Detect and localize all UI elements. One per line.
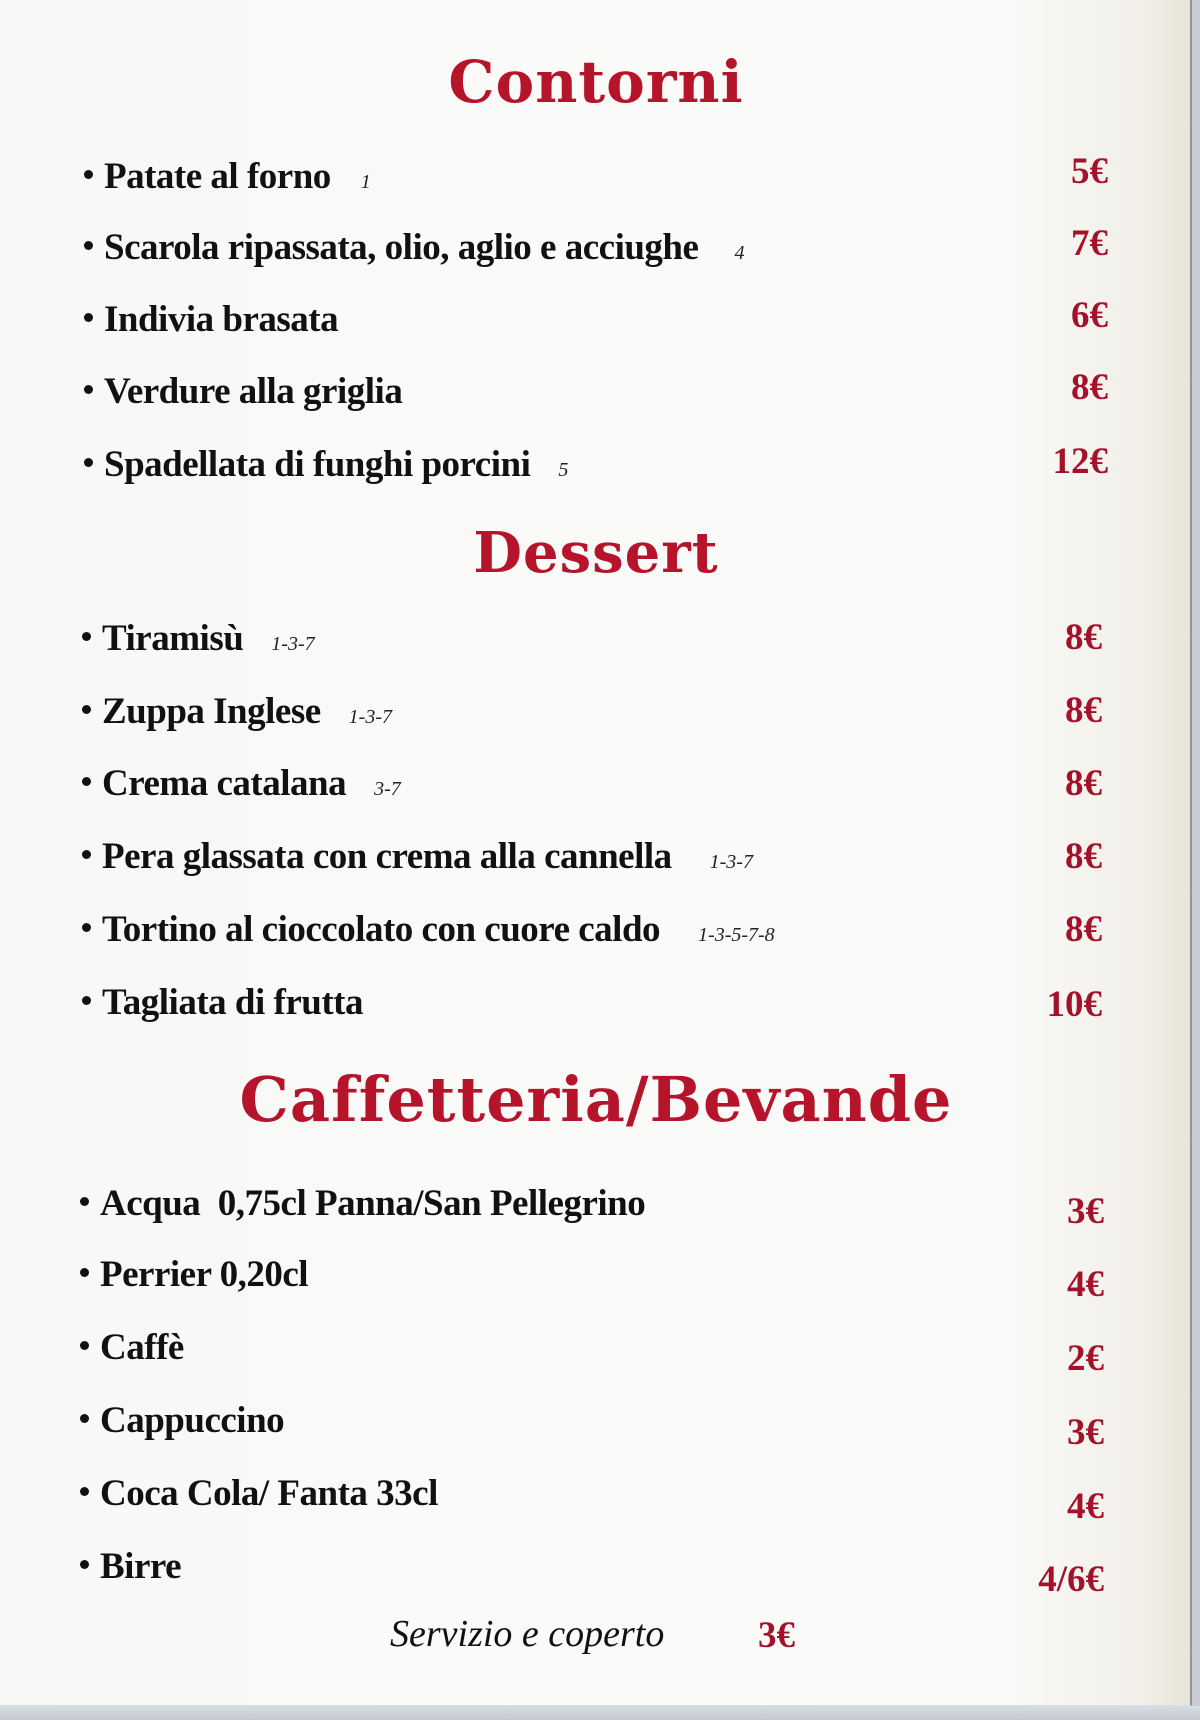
section-title-dessert: Dessert (473, 520, 719, 586)
menu-item (82, 981, 363, 1024)
menu-item (84, 298, 338, 341)
bullet-icon (84, 313, 93, 322)
item-name: Acqua 0,75cl Panna/San Pellegrino (100, 1183, 646, 1224)
item-name: Tiramisù (102, 618, 244, 659)
menu-item (80, 1545, 181, 1588)
bullet-icon (84, 241, 93, 250)
menu-item (80, 1399, 284, 1442)
menu-item (82, 908, 775, 951)
service-charge-price: 3€ (758, 1615, 795, 1656)
item-price: 4€ (1067, 1264, 1104, 1305)
menu-item (80, 1326, 184, 1369)
item-price: 3€ (1067, 1412, 1104, 1453)
menu-item (82, 617, 315, 660)
item-name: Tortino al cioccolato con cuore caldo (102, 909, 661, 950)
item-name: Tagliata di frutta (102, 982, 363, 1023)
menu-item (80, 1182, 645, 1225)
item-price: 4/6€ (1038, 1559, 1104, 1600)
item-name: Perrier 0,20cl (100, 1254, 309, 1295)
item-name: Patate al forno (104, 156, 331, 197)
item-allergens: 1-3-7 (348, 706, 392, 728)
item-allergens: 3-7 (374, 778, 401, 800)
item-name: Zuppa Inglese (102, 691, 321, 732)
menu-item (84, 443, 568, 486)
item-price: 7€ (1071, 223, 1108, 264)
item-name: Scarola ripassata, olio, aglio e acciughe (104, 227, 699, 268)
item-name: Crema catalana (102, 763, 347, 804)
bullet-icon (80, 1268, 89, 1277)
item-price: 12€ (1052, 441, 1108, 482)
item-name: Birre (100, 1546, 182, 1587)
bullet-icon (80, 1414, 89, 1423)
item-price: 8€ (1065, 909, 1102, 950)
bullet-icon (84, 385, 93, 394)
item-price: 8€ (1065, 763, 1102, 804)
item-name: Cappuccino (100, 1400, 285, 1441)
menu-item (84, 370, 402, 413)
bullet-icon (82, 632, 91, 641)
bullet-icon (80, 1197, 89, 1206)
item-allergens: 4 (734, 242, 745, 264)
item-allergens: 5 (558, 459, 569, 481)
item-price: 10€ (1046, 984, 1102, 1025)
item-allergens: 1-3-7 (709, 851, 753, 873)
bullet-icon (82, 705, 91, 714)
section-title-caffetteria-bevande: Caffetteria/Bevande (239, 1063, 953, 1136)
item-name: Spadellata di funghi porcini (104, 444, 531, 485)
item-allergens: 1-3-7 (271, 633, 315, 655)
menu-item (82, 690, 392, 733)
menu-item (80, 1253, 308, 1296)
item-price: 6€ (1071, 295, 1108, 336)
section-title-contorni: Contorni (448, 48, 744, 116)
item-allergens: 1 (360, 171, 371, 193)
item-price: 8€ (1071, 367, 1108, 408)
service-charge-label: Servizio e coperto (390, 1613, 665, 1655)
item-price: 3€ (1067, 1191, 1104, 1232)
menu-item (84, 226, 744, 269)
item-price: 8€ (1065, 617, 1102, 658)
menu-item (82, 762, 401, 805)
item-allergens: 1-3-5-7-8 (698, 924, 775, 946)
bullet-icon (82, 996, 91, 1005)
menu-item (82, 835, 753, 878)
page-bottom-shadow (0, 1706, 1200, 1720)
item-price: 2€ (1067, 1338, 1104, 1379)
item-price: 4€ (1067, 1486, 1104, 1527)
item-name: Indivia brasata (104, 299, 339, 340)
bullet-icon (84, 170, 93, 179)
item-name: Pera glassata con crema alla cannella (102, 836, 672, 877)
item-price: 8€ (1065, 836, 1102, 877)
bullet-icon (80, 1560, 89, 1569)
item-price: 5€ (1071, 151, 1108, 192)
bullet-icon (82, 777, 91, 786)
bullet-icon (80, 1341, 89, 1350)
item-price: 8€ (1065, 690, 1102, 731)
bullet-icon (84, 458, 93, 467)
menu-item (84, 155, 371, 198)
bullet-icon (80, 1487, 89, 1496)
bullet-icon (82, 923, 91, 932)
bullet-icon (82, 850, 91, 859)
item-name: Verdure alla griglia (104, 371, 403, 412)
item-name: Caffè (100, 1327, 184, 1368)
menu-item (80, 1472, 438, 1515)
item-name: Coca Cola/ Fanta 33cl (100, 1473, 438, 1514)
